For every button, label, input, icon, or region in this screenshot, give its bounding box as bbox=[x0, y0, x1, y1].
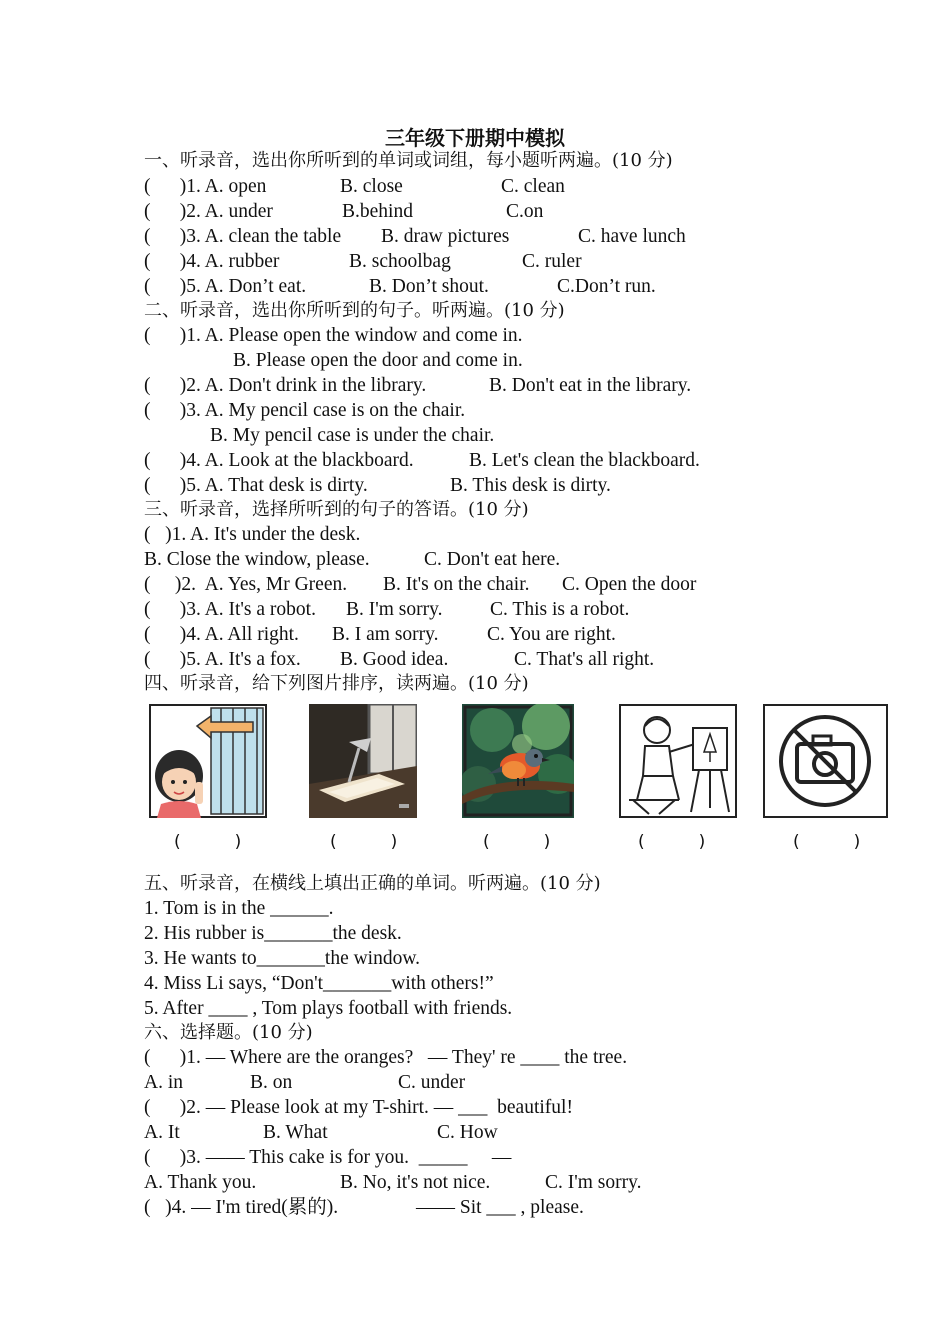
s3-q1-option-a: ( )1. A. It's under the desk. bbox=[144, 524, 361, 545]
s1-q3-option-c: C. have lunch bbox=[578, 226, 686, 247]
picture-1-answer[interactable]: ( ) bbox=[174, 832, 242, 852]
s2-q1-option-b: B. Please open the door and come in. bbox=[233, 350, 523, 371]
s6-question-2: ( )2. — Please look at my T-shirt. — ___ beautiful! bbox=[144, 1097, 573, 1118]
page-title: 三年级下册期中模拟 bbox=[385, 126, 565, 150]
s1-q3-option-b: B. draw pictures bbox=[381, 226, 510, 247]
s6-q1-options bbox=[144, 1070, 844, 1095]
bird-on-branch-picture bbox=[462, 704, 574, 818]
s1-q2-option-a: ( )2. A. under bbox=[144, 201, 273, 222]
s6-question-3: ( )3. —— This cake is for you. _____ — bbox=[144, 1147, 512, 1168]
s6-q4-response: —— Sit ___ , please. bbox=[416, 1197, 584, 1218]
girl-by-door-icon bbox=[149, 704, 267, 818]
picture-4-answer[interactable]: ( ) bbox=[638, 832, 706, 852]
s3-q1-option-b: B. Close the window, please. bbox=[144, 549, 370, 570]
s6-q2-option-a: A. It bbox=[144, 1122, 180, 1143]
s3-q5-option-a: ( )5. A. It's a fox. bbox=[144, 649, 301, 670]
section-4-heading: 四、听录音，给下列图片排序，读两遍。(10 分) bbox=[144, 673, 529, 694]
s2-q1-option-a: ( )1. A. Please open the window and come in. bbox=[144, 325, 523, 346]
s3-q3-option-a: ( )3. A. It's a robot. bbox=[144, 599, 316, 620]
bird-on-branch-icon bbox=[462, 704, 574, 818]
s6-q3-option-b: B. No, it's not nice. bbox=[340, 1172, 491, 1193]
s1-q4-option-c: C. ruler bbox=[522, 251, 582, 272]
s2-q4-option-a: ( )4. A. Look at the blackboard. bbox=[144, 450, 414, 471]
no-photos-sign-picture bbox=[763, 704, 888, 818]
s1-q5-option-a: ( )5. A. Don’t eat. bbox=[144, 276, 307, 297]
s3-q2-option-c: C. Open the door bbox=[562, 574, 697, 595]
s1-question-3 bbox=[144, 224, 844, 249]
s3-question-2 bbox=[144, 572, 844, 597]
s6-q3-option-c: C. I'm sorry. bbox=[545, 1172, 642, 1193]
s6-q2-options bbox=[144, 1120, 844, 1145]
s5-line-1: 1. Tom is in the ______. bbox=[144, 898, 334, 919]
s3-q2-option-b: B. It's on the chair. bbox=[383, 574, 530, 595]
s2-q5-option-a: ( )5. A. That desk is dirty. bbox=[144, 475, 368, 496]
s2-q5-option-b: B. This desk is dirty. bbox=[450, 475, 611, 496]
s5-line-5: 5. After ____ , Tom plays football with friends. bbox=[144, 998, 513, 1019]
s3-q1-option-c: C. Don't eat here. bbox=[424, 549, 561, 570]
section-3-heading: 三、听录音，选择所听到的句子的答语。(10 分) bbox=[144, 499, 529, 520]
s6-q3-option-a: A. Thank you. bbox=[144, 1172, 257, 1193]
s2-q2-option-a: ( )2. A. Don't drink in the library. bbox=[144, 375, 427, 396]
s1-q5-option-c: C.Don’t run. bbox=[557, 276, 656, 297]
s1-q1-option-b: B. close bbox=[340, 176, 403, 197]
desk-lamp-icon bbox=[309, 704, 417, 818]
s2-question-2 bbox=[144, 373, 844, 398]
s5-line-2: 2. His rubber is_______the desk. bbox=[144, 923, 402, 944]
s3-q4-option-b: B. I am sorry. bbox=[332, 624, 439, 645]
s1-q4-option-a: ( )4. A. rubber bbox=[144, 251, 280, 272]
s6-q1-option-b: B. on bbox=[250, 1072, 293, 1093]
section-5-heading: 五、听录音，在横线上填出正确的单词。听两遍。(10 分) bbox=[144, 873, 601, 894]
section-6-heading: 六、选择题。(10 分) bbox=[144, 1022, 313, 1043]
s1-question-1 bbox=[144, 174, 844, 199]
s6-q3-options bbox=[144, 1170, 844, 1195]
s1-q5-option-b: B. Don’t shout. bbox=[369, 276, 489, 297]
s2-question-5 bbox=[144, 473, 844, 498]
s3-q4-option-c: C. You are right. bbox=[487, 624, 616, 645]
picture-2-answer[interactable]: ( ) bbox=[330, 832, 398, 852]
s3-q3-option-b: B. I'm sorry. bbox=[346, 599, 443, 620]
boy-drawing-icon bbox=[619, 704, 737, 818]
s1-q1-option-c: C. clean bbox=[501, 176, 565, 197]
s1-q3-option-a: ( )3. A. clean the table bbox=[144, 226, 342, 247]
s1-q2-option-b: B.behind bbox=[342, 201, 413, 222]
s6-question-1: ( )1. — Where are the oranges? — They' re ____ the tree. bbox=[144, 1047, 628, 1068]
s5-line-4: 4. Miss Li says, “Don't_______with others!” bbox=[144, 973, 494, 994]
s6-question-4 bbox=[144, 1195, 844, 1220]
s3-q5-option-b: B. Good idea. bbox=[340, 649, 449, 670]
s1-question-5 bbox=[144, 274, 844, 299]
s2-question-4 bbox=[144, 448, 844, 473]
no-camera-sign-icon bbox=[763, 704, 888, 818]
section-2-heading: 二、听录音，选出你所听到的句子。听两遍。(10 分) bbox=[144, 300, 565, 321]
s1-question-2 bbox=[144, 199, 844, 224]
s1-question-4 bbox=[144, 249, 844, 274]
s3-question-3 bbox=[144, 597, 844, 622]
girl-by-door-picture bbox=[149, 704, 267, 818]
s6-q2-option-b: B. What bbox=[263, 1122, 328, 1143]
boy-drawing-picture bbox=[619, 704, 737, 818]
s3-q2-option-a: ( )2. A. Yes, Mr Green. bbox=[144, 574, 348, 595]
s6-q1-option-a: A. in bbox=[144, 1072, 183, 1093]
s6-q1-option-c: C. under bbox=[398, 1072, 466, 1093]
s1-q4-option-b: B. schoolbag bbox=[349, 251, 451, 272]
desk-lamp-picture bbox=[309, 704, 417, 818]
s6-q2-option-c: C. How bbox=[437, 1122, 498, 1143]
s2-q3-option-a: ( )3. A. My pencil case is on the chair. bbox=[144, 400, 466, 421]
s3-q3-option-c: C. This is a robot. bbox=[490, 599, 630, 620]
s2-q2-option-b: B. Don't eat in the library. bbox=[489, 375, 692, 396]
s1-q1-option-a: ( )1. A. open bbox=[144, 176, 267, 197]
section-1-heading: 一、听录音，选出你所听到的单词或词组，每小题听两遍。(10 分) bbox=[144, 150, 673, 171]
picture-3-answer[interactable]: ( ) bbox=[483, 832, 551, 852]
s5-line-3: 3. He wants to_______the window. bbox=[144, 948, 421, 969]
s3-q1-more-options bbox=[144, 547, 844, 572]
s2-q3-option-b: B. My pencil case is under the chair. bbox=[210, 425, 495, 446]
s2-q4-option-b: B. Let's clean the blackboard. bbox=[469, 450, 700, 471]
s3-question-4 bbox=[144, 622, 844, 647]
s3-question-5 bbox=[144, 647, 844, 672]
picture-5-answer[interactable]: ( ) bbox=[793, 832, 861, 852]
picture-row bbox=[0, 700, 950, 870]
s3-q5-option-c: C. That's all right. bbox=[514, 649, 655, 670]
s6-q4-prompt: ( )4. — I'm tired(累的). bbox=[144, 1197, 339, 1218]
s3-q4-option-a: ( )4. A. All right. bbox=[144, 624, 299, 645]
s1-q2-option-c: C.on bbox=[506, 201, 544, 222]
